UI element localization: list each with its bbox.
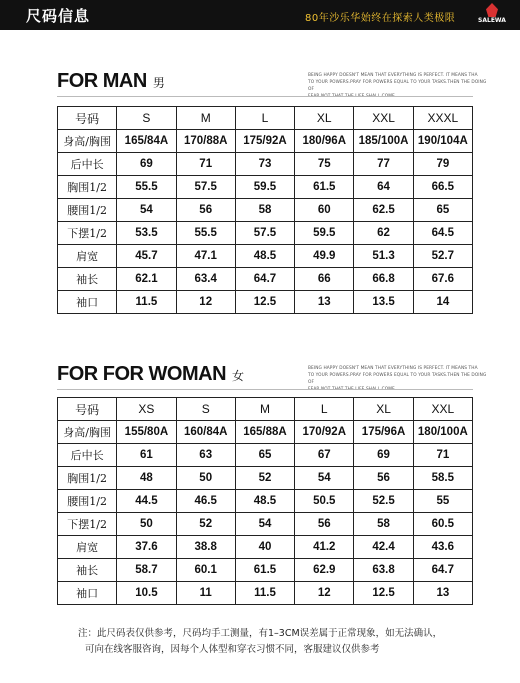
column-header-size: XL [354,398,413,421]
table-cell: 66.5 [413,176,472,199]
row-label: 后中长 [58,444,117,467]
table-cell: 60.1 [176,559,235,582]
table-cell: 12.5 [235,291,294,314]
note-line-1: 注：此尺码表仅供参考，尺码均手工测量，有1–3CM误差属于正常现象，如无法确认， [78,628,443,639]
table-cell: 45.7 [117,245,176,268]
table-cell: 62.9 [295,559,354,582]
table-cell: 62 [354,222,413,245]
table-row [58,130,473,153]
men-section-title [57,70,164,93]
table-cell: 59.5 [295,222,354,245]
column-header-size: XXL [413,398,472,421]
table-cell: 69 [354,444,413,467]
eagle-icon [486,3,498,17]
blurb-line-2: TO YOUR POWERS.PRAY FOR POWERS EQUAL TO YOUR TASKS.THEN THE DOING OF [308,373,487,385]
table-cell: 50 [117,513,176,536]
table-cell: 64.5 [413,222,472,245]
table-cell: 58 [235,199,294,222]
row-label: 肩宽 [58,245,117,268]
table-cell: 61 [117,444,176,467]
table-cell: 42.4 [354,536,413,559]
header-bar [0,0,520,30]
table-row [58,199,473,222]
table-cell: 190/104A [413,130,472,153]
table-cell: 13.5 [354,291,413,314]
table-row [58,153,473,176]
table-cell: 55.5 [176,222,235,245]
table-cell: 65 [413,199,472,222]
table-cell: 11.5 [117,291,176,314]
table-cell: 40 [235,536,294,559]
table-cell: 54 [235,513,294,536]
brand-tagline: 80年沙乐华始终在探索人类极限 [305,13,456,24]
table-cell: 170/92A [295,421,354,444]
table-cell: 63.4 [176,268,235,291]
table-row [58,444,473,467]
table-row [58,268,473,291]
row-label: 袖长 [58,559,117,582]
women-title-text: FOR FOR WOMAN [57,363,227,385]
table-cell: 60 [295,199,354,222]
table-cell: 64 [354,176,413,199]
table-cell: 58 [354,513,413,536]
blurb-line-1: BEING HAPPY DOESN'T MEAN THAT EVERYTHING IS PERFECT. IT MEANS THA [308,73,478,78]
column-header-size: L [295,398,354,421]
table-cell: 54 [295,467,354,490]
women-section-title [57,363,244,386]
men-title-text: FOR MAN [57,70,147,92]
table-row [58,421,473,444]
size-note [78,626,442,658]
blurb-line-1: BEING HAPPY DOESN'T MEAN THAT EVERYTHING IS PERFECT. IT MEANS THA [308,366,478,371]
table-cell: 44.5 [117,490,176,513]
column-header-size: XXXL [413,107,472,130]
column-header-label: 号码 [58,107,117,130]
table-cell: 160/84A [176,421,235,444]
table-cell: 170/88A [176,130,235,153]
table-row [58,490,473,513]
table-cell: 55 [413,490,472,513]
table-cell: 43.6 [413,536,472,559]
table-cell: 50 [176,467,235,490]
table-cell: 52.5 [354,490,413,513]
table-cell: 62.1 [117,268,176,291]
row-label: 胸围1/2 [58,176,117,199]
table-cell: 56 [354,467,413,490]
row-label: 下摆1/2 [58,222,117,245]
table-row [58,291,473,314]
men-divider [57,96,473,97]
logo-text: SALEWA [478,17,506,24]
table-cell: 180/96A [295,130,354,153]
column-header-size: S [176,398,235,421]
note-line-2: 可向在线客服咨询，因每个人体型和穿衣习惯不同，客服建议仅供参考 [85,644,380,655]
women-divider [57,389,473,390]
women-subtitle: 女 [232,369,244,383]
table-cell: 12 [176,291,235,314]
table-cell: 48.5 [235,490,294,513]
table-cell: 60.5 [413,513,472,536]
row-label: 袖长 [58,268,117,291]
column-header-size: XL [295,107,354,130]
table-cell: 55.5 [117,176,176,199]
row-label: 肩宽 [58,536,117,559]
table-cell: 71 [176,153,235,176]
table-cell: 54 [117,199,176,222]
table-cell: 11.5 [235,582,294,605]
table-cell: 155/80A [117,421,176,444]
table-cell: 13 [295,291,354,314]
column-header-size: XXL [354,107,413,130]
table-row [58,222,473,245]
table-cell: 61.5 [295,176,354,199]
table-cell: 56 [295,513,354,536]
table-cell: 13 [413,582,472,605]
table-cell: 12.5 [354,582,413,605]
table-cell: 58.7 [117,559,176,582]
table-cell: 59.5 [235,176,294,199]
table-cell: 37.6 [117,536,176,559]
table-cell: 38.8 [176,536,235,559]
row-label: 腰围1/2 [58,199,117,222]
table-cell: 69 [117,153,176,176]
table-row [58,467,473,490]
table-row [58,582,473,605]
table-cell: 66.8 [354,268,413,291]
column-header-size: XS [117,398,176,421]
row-label: 身高/胸围 [58,130,117,153]
table-cell: 10.5 [117,582,176,605]
table-cell: 61.5 [235,559,294,582]
table-cell: 67 [295,444,354,467]
table-cell: 64.7 [235,268,294,291]
salewa-logo [477,3,507,27]
table-cell: 58.5 [413,467,472,490]
column-header-size: S [117,107,176,130]
table-header-row [58,398,473,421]
table-cell: 79 [413,153,472,176]
row-label: 腰围1/2 [58,490,117,513]
table-cell: 63 [176,444,235,467]
table-cell: 175/92A [235,130,294,153]
blurb-line-2: TO YOUR POWERS.PRAY FOR POWERS EQUAL TO YOUR TASKS.THEN THE DOING OF [308,80,487,92]
table-cell: 52.7 [413,245,472,268]
table-header-row [58,107,473,130]
table-cell: 73 [235,153,294,176]
table-row [58,513,473,536]
table-row [58,559,473,582]
table-cell: 46.5 [176,490,235,513]
row-label: 袖口 [58,291,117,314]
table-cell: 65 [235,444,294,467]
table-cell: 52 [235,467,294,490]
table-cell: 64.7 [413,559,472,582]
table-cell: 11 [176,582,235,605]
men-size-table [57,106,473,314]
table-cell: 67.6 [413,268,472,291]
table-cell: 175/96A [354,421,413,444]
men-subtitle: 男 [152,76,165,90]
row-label: 身高/胸围 [58,421,117,444]
table-cell: 41.2 [295,536,354,559]
table-cell: 51.3 [354,245,413,268]
table-row [58,176,473,199]
table-cell: 62.5 [354,199,413,222]
table-row [58,245,473,268]
table-cell: 49.9 [295,245,354,268]
table-cell: 77 [354,153,413,176]
table-cell: 56 [176,199,235,222]
column-header-size: M [235,398,294,421]
row-label: 下摆1/2 [58,513,117,536]
women-size-table [57,397,473,605]
table-cell: 12 [295,582,354,605]
table-cell: 48.5 [235,245,294,268]
table-cell: 71 [413,444,472,467]
table-cell: 48 [117,467,176,490]
row-label: 胸围1/2 [58,467,117,490]
column-header-label: 号码 [58,398,117,421]
table-cell: 63.8 [354,559,413,582]
table-cell: 57.5 [176,176,235,199]
table-cell: 52 [176,513,235,536]
table-cell: 50.5 [295,490,354,513]
table-cell: 185/100A [354,130,413,153]
table-cell: 14 [413,291,472,314]
table-cell: 53.5 [117,222,176,245]
column-header-size: L [235,107,294,130]
row-label: 后中长 [58,153,117,176]
column-header-size: M [176,107,235,130]
table-cell: 75 [295,153,354,176]
row-label: 袖口 [58,582,117,605]
table-cell: 180/100A [413,421,472,444]
table-cell: 165/84A [117,130,176,153]
table-cell: 47.1 [176,245,235,268]
table-cell: 66 [295,268,354,291]
table-row [58,536,473,559]
table-cell: 57.5 [235,222,294,245]
table-cell: 165/88A [235,421,294,444]
page-title: 尺码信息 [26,7,91,25]
